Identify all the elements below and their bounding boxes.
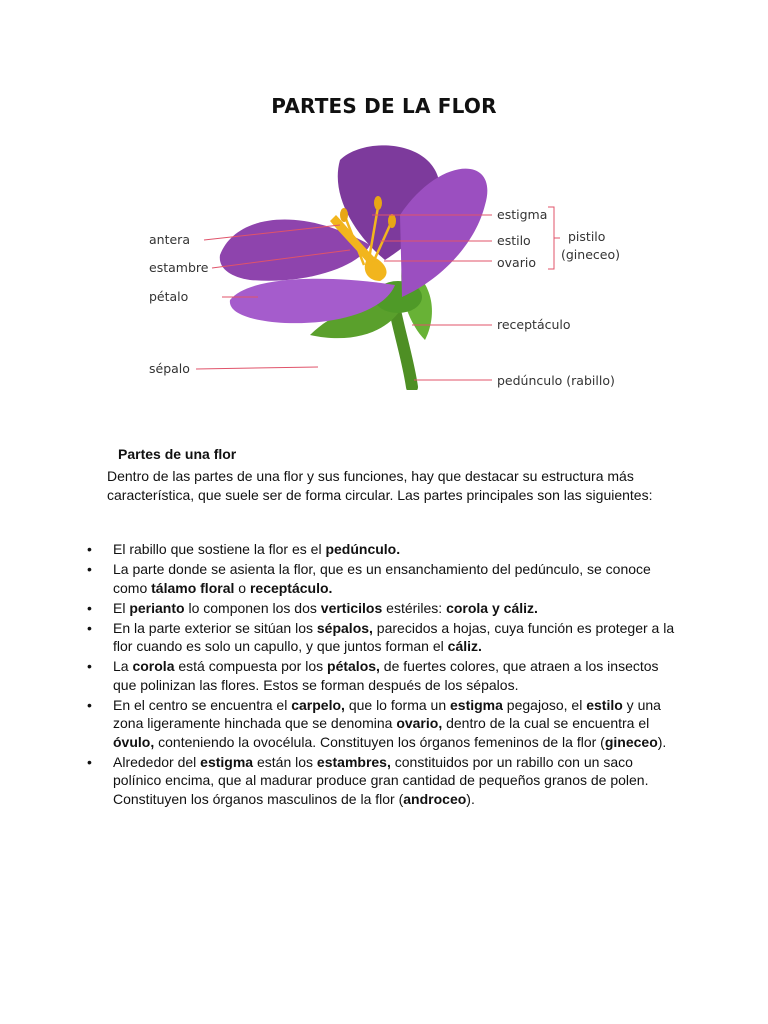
pistil-bracket (548, 207, 560, 269)
label-estilo: estilo (497, 233, 531, 248)
bold-term: cáliz. (447, 638, 482, 654)
bold-term: corola y cáliz. (446, 599, 538, 616)
bullet-marker: • (87, 619, 92, 636)
bullet-marker: • (87, 561, 92, 577)
bold-term: receptáculo. (249, 579, 333, 596)
bold-term: corola (132, 658, 175, 674)
text-run: de fuertes colores, que atraen a los insectos que polinizan las flores. Estos se forman después de los sépalos. (113, 658, 659, 693)
peduncle-shape (395, 310, 412, 387)
anther-shape (340, 208, 348, 222)
text-run: o (234, 579, 250, 596)
anther-shape (388, 214, 396, 228)
bold-term: verticilos (320, 599, 383, 616)
list-item (84, 753, 684, 809)
list-item (84, 540, 684, 559)
text-run: lo componen los dos (184, 599, 321, 616)
section-heading: Partes de una flor (118, 446, 237, 462)
bullet-marker: • (87, 541, 92, 557)
text-run: parecidos a hojas, cuya función es proteger a la flor cuando es solo un capullo, y que juntos forman el (113, 619, 675, 654)
bold-term: estigma (200, 753, 254, 770)
bold-term: estilo (586, 696, 623, 713)
text-run: constituidos por un rabillo con un saco polínico encima, que al madurar produce gran cantidad de pequeños granos de polen. Constituyen los órganos masculinos de la flor ( (113, 753, 649, 807)
label-estigma: estigma (497, 207, 548, 222)
leader-sepalo (196, 367, 318, 369)
text-run: En la parte exterior se sitúan los (113, 619, 317, 636)
bold-term: óvulo, (113, 733, 155, 750)
label-gineceo: (gineceo) (561, 247, 620, 262)
bold-term: gineceo (604, 733, 658, 750)
list-item (84, 619, 684, 656)
text-run: ). (466, 790, 475, 807)
bold-term: ovario, (396, 715, 443, 731)
label-pedunculo: pedúnculo (rabillo) (497, 373, 615, 388)
bold-term: pétalos, (327, 658, 380, 674)
bold-term: androceo (403, 790, 467, 807)
text-run: está compuesta por los (174, 658, 328, 674)
text-run: El (113, 599, 130, 616)
list-item (84, 657, 684, 694)
text-run: dentro de la cual se encuentra el (442, 715, 650, 731)
bold-term: estigma (450, 696, 503, 713)
text-run: La (113, 658, 133, 674)
flower-diagram (140, 135, 630, 390)
text-run: que lo forma un (344, 696, 450, 713)
text-run: están los (253, 753, 317, 770)
text-run: Alrededor del (113, 753, 201, 770)
label-ovario: ovario (497, 255, 536, 270)
label-estambre: estambre (149, 260, 209, 275)
label-sepalo: sépalo (149, 361, 190, 376)
bullet-marker: • (87, 696, 92, 713)
list-item (84, 560, 684, 597)
anther-shape (374, 196, 382, 210)
text-run: y una zona ligeramente hinchada que se denomina (113, 696, 661, 731)
list-item (84, 696, 684, 752)
text-run: En el centro se encuentra el (113, 696, 292, 713)
bold-term: sépalos, (316, 619, 373, 636)
label-pistilo: pistilo (568, 229, 606, 244)
bullet-marker: • (87, 658, 92, 674)
intro-paragraph: Dentro de las partes de una flor y sus funciones, hay que destacar su estructura más característica, que suele ser de forma circular. Las partes principales son las siguientes: (107, 468, 653, 503)
label-antera: antera (149, 232, 190, 247)
text-run: conteniendo la ovocélula. Constituyen los órganos femeninos de la flor ( (154, 733, 605, 750)
label-receptaculo: receptáculo (497, 317, 571, 332)
bullet-marker: • (87, 599, 92, 616)
bold-term: carpelo, (291, 696, 345, 713)
text-run: El rabillo que sostiene la flor es el (113, 541, 326, 557)
bullet-marker: • (87, 753, 92, 770)
list-item (84, 599, 684, 618)
parts-list (84, 540, 684, 810)
text-run: ). (657, 733, 667, 750)
label-petalo: pétalo (149, 289, 189, 304)
bold-term: pedúnculo. (325, 541, 401, 557)
text-run: pegajoso, el (502, 696, 587, 713)
page-title: PARTES DE LA FLOR (271, 94, 497, 118)
bold-term: perianto (129, 599, 185, 616)
text-run: La parte donde se asienta la flor, que es un ensanchamiento del pedúnculo, se conoce como (113, 561, 651, 596)
text-run: estériles: (382, 599, 447, 616)
flower-illustration (140, 135, 630, 390)
bold-term: tálamo floral (151, 579, 235, 596)
bold-term: estambres, (316, 753, 391, 770)
